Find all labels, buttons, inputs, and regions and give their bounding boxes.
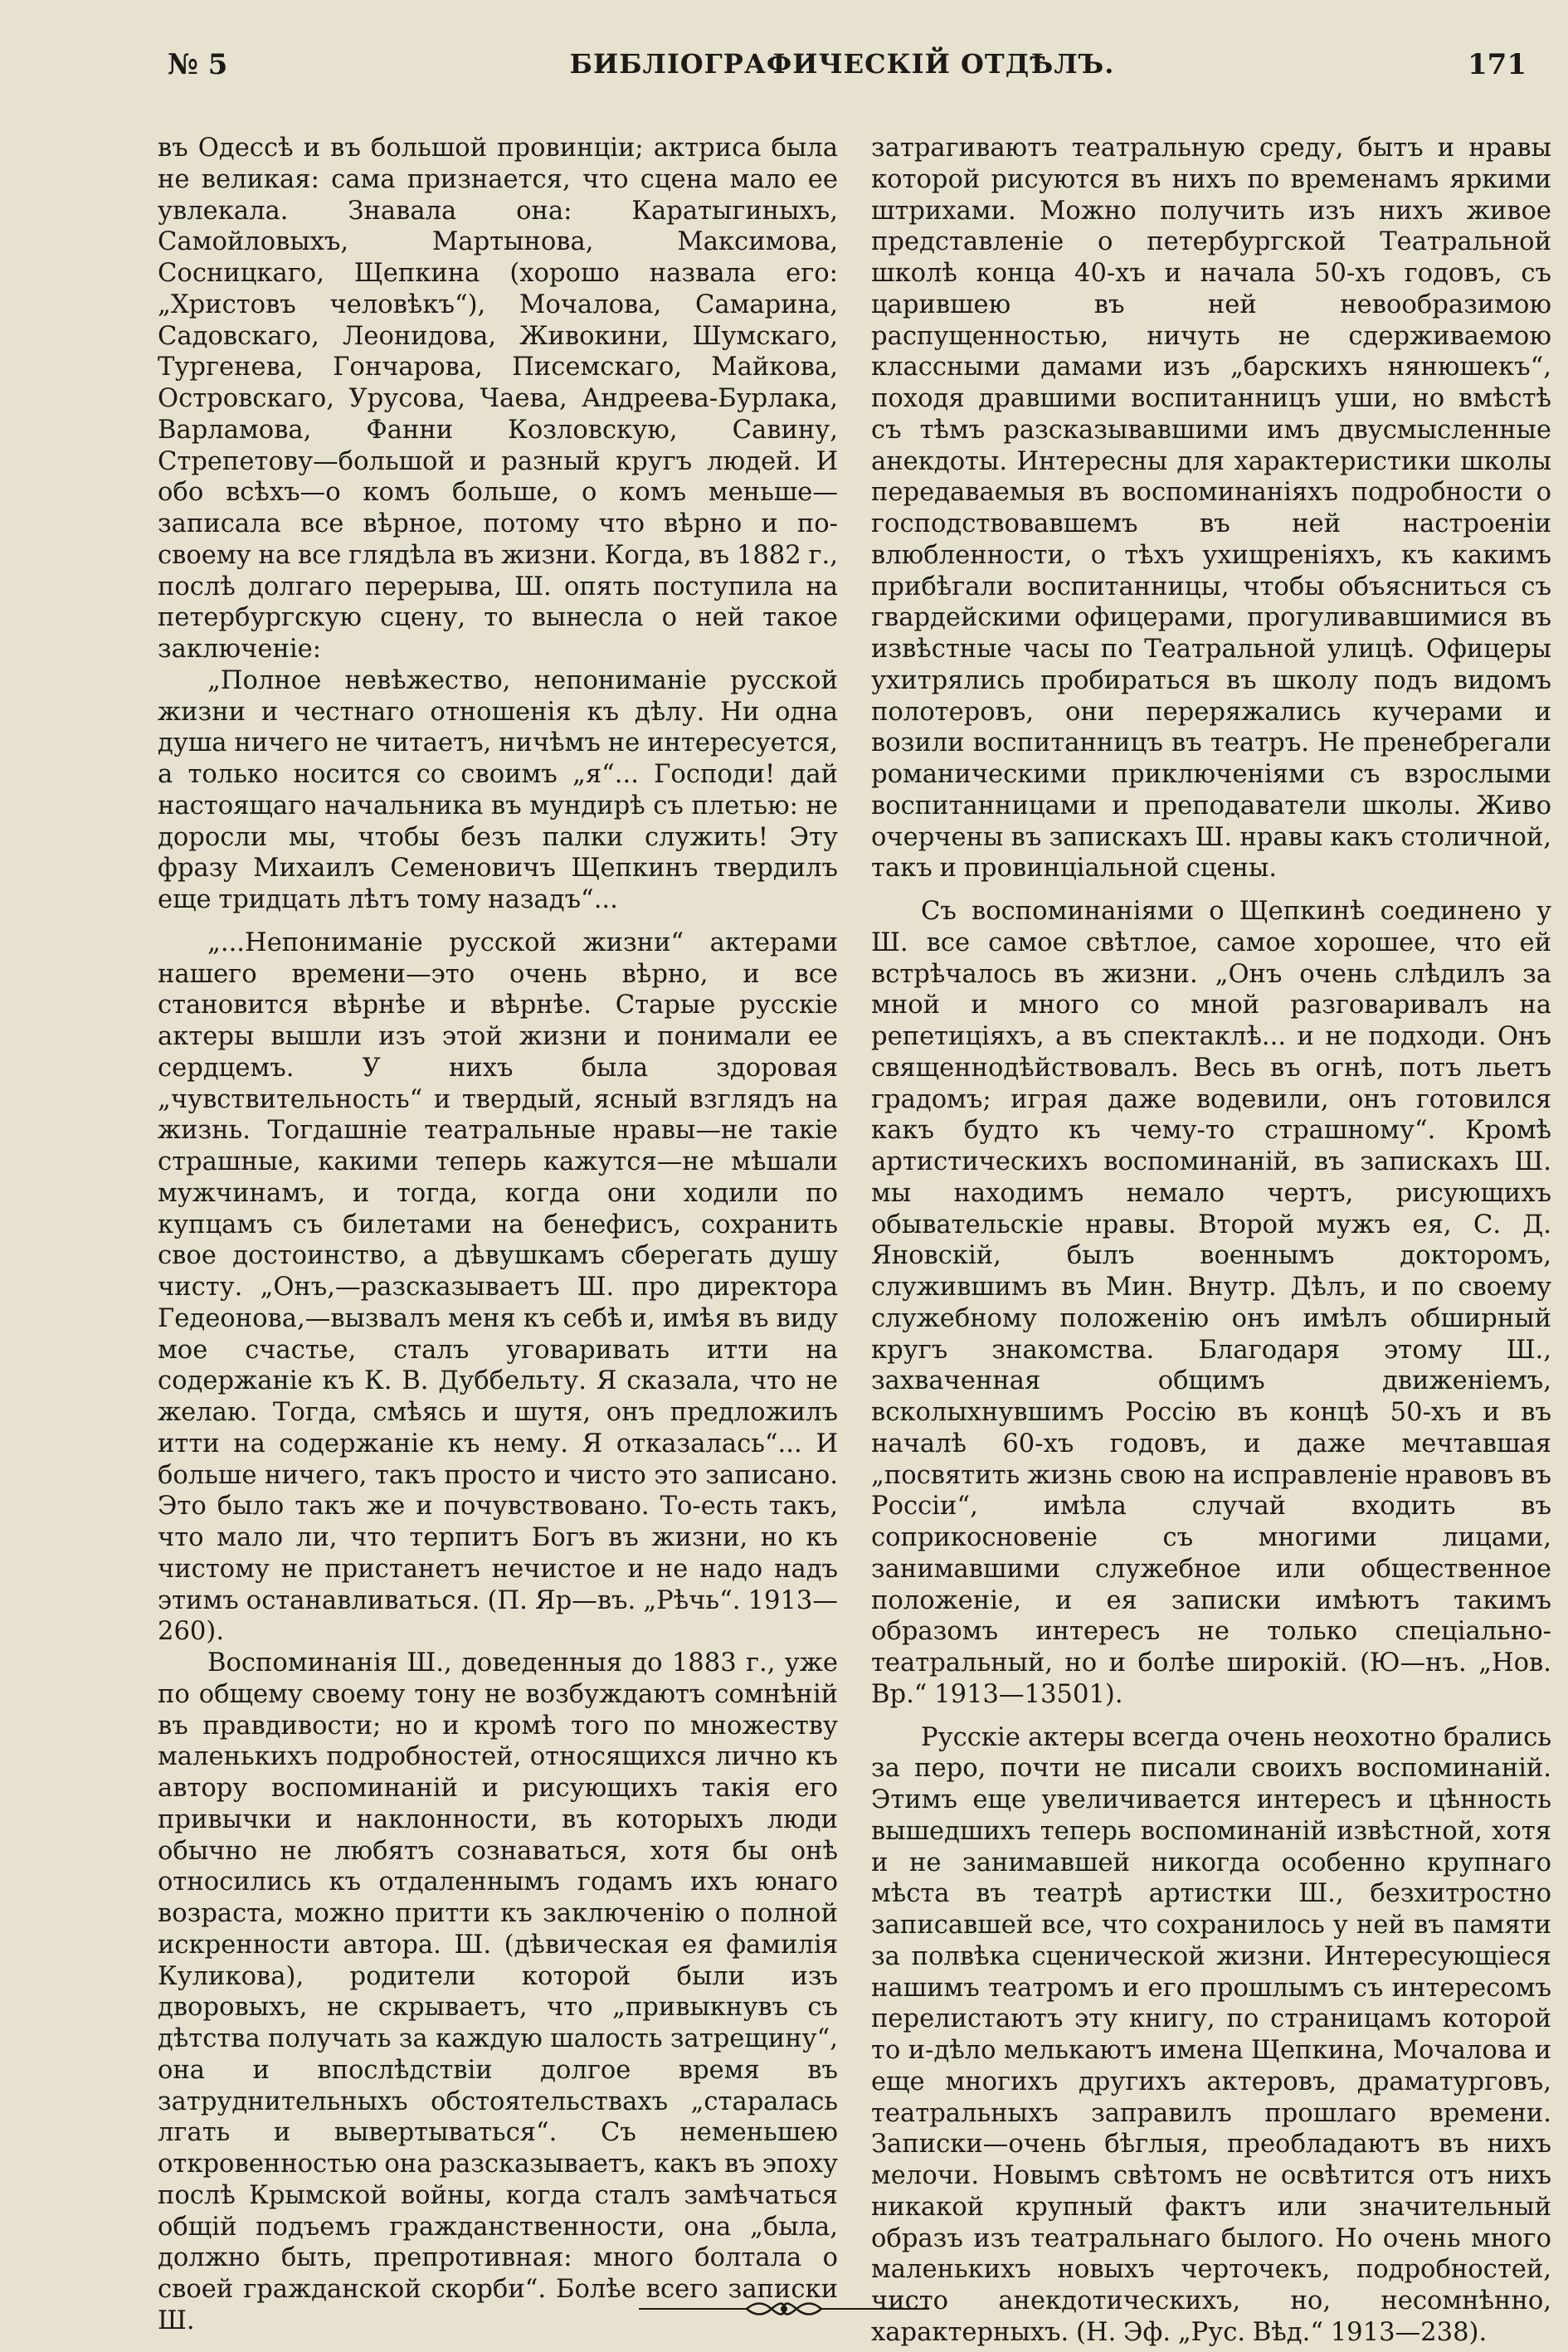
paragraph: Съ воспоминаніями о Щепкинѣ соединено у Ш. все самое свѣтлое, самое хорошее, что ей встрѣчалось въ жизни. „Онъ очень слѣдилъ за мной и много со мной разговаривалъ на репетиціяхъ, а въ спектаклѣ... и не подходи. Онъ священнодѣйствовалъ. Весь въ огнѣ, потъ льетъ градомъ; играя даже водевили, онъ готовился какъ будто къ чему-то страшному“. Кромѣ артистическихъ воспоминаній, въ запискахъ Ш. мы находимъ немало чертъ, рисующихъ обывательскіе нравы. Второй мужъ ея, С. Д. Яновскій, былъ военнымъ докторомъ, служившимъ въ Мин. Внутр. Дѣлъ, и по своему служебному положенію онъ имѣлъ обширный кругъ знакомства. Благодаря этому Ш., захваченная общимъ движеніемъ, всколыхнувшимъ Россію въ концѣ 50-хъ и въ началѣ 60-хъ годовъ, и даже мечтавшая „посвятить жизнь свою на исправленіе нравовъ въ Россіи“, имѣла случай входить въ соприкосновеніе съ многими лицами, занимавшими служебное или общественное положеніе, и ея записки имѣютъ такимъ образомъ интересъ не только спеціально-театральный, но и болѣе широкій. (Ю—нъ. „Нов. Вр.“ 1913—13501). bbox=[871, 897, 1551, 1709]
paragraph: затрагиваютъ театральную среду, бытъ и нравы которой рисуются въ нихъ по временамъ яркими штрихами. Можно получить изъ нихъ живое представленіе о петербургской Театральной школѣ конца 40-хъ и начала 50-хъ годовъ, съ царившею въ ней невообразимою распущенностью, ничуть не сдерживаемою классными дамами изъ „барскихъ нянюшекъ“, походя дравшими воспитанницъ уши, но вмѣстѣ съ тѣмъ разсказывавшими имъ двусмысленные анекдоты. Интересны для характеристики школы передаваемыя въ воспоминаніяхъ подробности о господствовавшемъ въ ней настроеніи влюбленности, о тѣхъ ухищреніяхъ, къ какимъ прибѣгали воспитанницы, чтобы объясниться съ гвардейскими офицерами, прогуливавшимися въ извѣстные часы по Театральной улицѣ. Офицеры ухитрялись пробираться въ школу подъ видомъ полотеровъ, они переряжались кучерами и возили воспитанницъ въ театръ. Не пренебрегали романическими приключеніями съ взрослыми воспитанницами и преподаватели школы. Живо очерчены въ запискахъ Ш. нравы какъ столичной, такъ и провинціальной сцены. bbox=[871, 134, 1551, 884]
section-title: БИБЛІОГРАФИЧЕСКІЙ ОТДѢЛЪ. bbox=[569, 48, 1115, 80]
paragraph: Воспоминанія Ш., доведенныя до 1883 г., уже по общему своему тону не возбуждаютъ сомнѣній въ правдивости; но и кромѣ того по множеству маленькихъ подробностей, относящихся лично къ автору воспоминаній и рисующихъ такія его привычки и наклонности, въ которыхъ люди обычно не любятъ сознаваться, хотя бы онѣ относились къ отдаленнымъ годамъ ихъ юнаго возраста, можно притти къ заключенію о полной искренности автора. Ш. (дѣвическая ея фамилія Куликова), родители которой были изъ дворовыхъ, не скрываетъ, что „привыкнувъ съ дѣтства получать за каждую шалость затрещину“, она и впослѣдствіи долгое время въ затруднительныхъ обстоятельствахъ „старалась лгать и вывертываться“. Съ неменьшею откровенностью она разсказываетъ, какъ въ эпоху послѣ Крымской войны, когда сталъ замѣчаться общій подъемъ гражданственности, она „была, должно быть, препротивная: много болтала о своей гражданской скорби“. Болѣе всего записки Ш. bbox=[158, 1648, 838, 2335]
paragraph: въ Одессѣ и въ большой провинціи; актриса была не великая: сама признается, что сцена мало ее увлекала. Знавала она: Каратыгиныхъ, Самойловыхъ, Мартынова, Максимова, Сосницкаго, Щепкина (хорошо назвала его: „Христовъ человѣкъ“), Мочалова, Самарина, Садовскаго, Леонидова, Живокини, Шумскаго, Тургенева, Гончарова, Писемскаго, Майкова, Островскаго, Урусова, Чаева, Андреева-Бурлака, Варламова, Фанни Козловскую, Савину, Стрепетову—большой и разный кругъ людей. И обо всѣхъ—о комъ больше, о комъ меньше—записала все вѣрное, потому что вѣрно и по-своему на все глядѣла въ жизни. Когда, въ 1882 г., послѣ долгаго перерыва, Ш. опять поступила на петербургскую сцену, то вынесла о ней такое заключеніе: bbox=[158, 134, 838, 664]
paragraph: „...Непониманіе русской жизни“ актерами нашего времени—это очень вѣрно, и все становится вѣрнѣе и вѣрнѣе. Старые русскіе актеры вышли изъ этой жизни и понимали ее сердцемъ. У нихъ была здоровая „чувствительность“ и твердый, ясный взглядъ на жизнь. Тогдашніе театральные нравы—не такіе страшные, какими теперь кажутся—не мѣшали мужчинамъ, и тогда, когда они ходили по купцамъ съ билетами на бенефисъ, сохранить свое достоинство, а дѣвушкамъ сберегать душу чисту. „Онъ,—разсказываетъ Ш. про директора Гедеонова,—вызвалъ меня къ себѣ и, имѣя въ виду мое счастье, сталъ уговаривать итти на содержаніе къ К. В. Дуббельту. Я сказала, что не желаю. Тогда, смѣясь и шутя, онъ предложилъ итти на содержаніе къ нему. Я отказалась“... И больше ничего, такъ просто и чисто это записано. Это было такъ же и почувствовано. То-есть такъ, что мало ли, что терпитъ Богъ въ жизни, но къ чистому не пристанетъ нечистое и не надо надъ этимъ останавливаться. (П. Яр—въ. „Рѣчь“. 1913—260). bbox=[158, 928, 838, 1647]
page-number: 171 bbox=[1468, 48, 1527, 81]
paragraph: Русскіе актеры всегда очень неохотно брались за перо, почти не писали своихъ воспоминаній. Этимъ еще увеличивается интересъ и цѣнность вышедшихъ теперь воспоминаній извѣстной, хотя и не занимавшей никогда особенно крупнаго мѣста въ театрѣ артистки Ш., безхитростно записавшей все, что сохранилось у ней въ памяти за полвѣка сценической жизни. Интересующіеся нашимъ театромъ и его прошлымъ съ интересомъ перелистаютъ эту книгу, по страницамъ которой то и-дѣло мелькаютъ имена Щепкина, Мочалова и еще многихъ другихъ актеровъ, драматурговъ, театральныхъ заправилъ прошлаго времени. Записки—очень бѣглыя, преобладаютъ въ нихъ мелочи. Новымъ свѣтомъ не освѣтится отъ нихъ никакой крупный фактъ или значительный образъ изъ театральнаго былого. Но очень много маленькихъ новыхъ черточекъ, подробностей, чисто анекдотическихъ, но, несомнѣнно, характерныхъ. (Н. Эф. „Рус. Вѣд.“ 1913—238). bbox=[871, 1722, 1551, 2347]
page-header bbox=[158, 41, 1527, 91]
right-column bbox=[871, 133, 1551, 2349]
ornament-divider bbox=[639, 2296, 929, 2321]
issue-number: № 5 bbox=[168, 48, 228, 81]
left-column bbox=[158, 133, 838, 2337]
quote-paragraph: „Полное невѣжество, непониманіе русской жизни и честнаго отношенія къ дѣлу. Ни одна душа ничего не читаетъ, ничѣмъ не интересуется, а только носится со своимъ „я“... Господи! дай настоящаго начальника въ мундирѣ съ плетью: не доросли мы, чтобы безъ палки служить! Эту фразу Михаилъ Семеновичъ Щепкинъ твердилъ еще тридцать лѣтъ тому назадъ“... bbox=[158, 665, 838, 914]
